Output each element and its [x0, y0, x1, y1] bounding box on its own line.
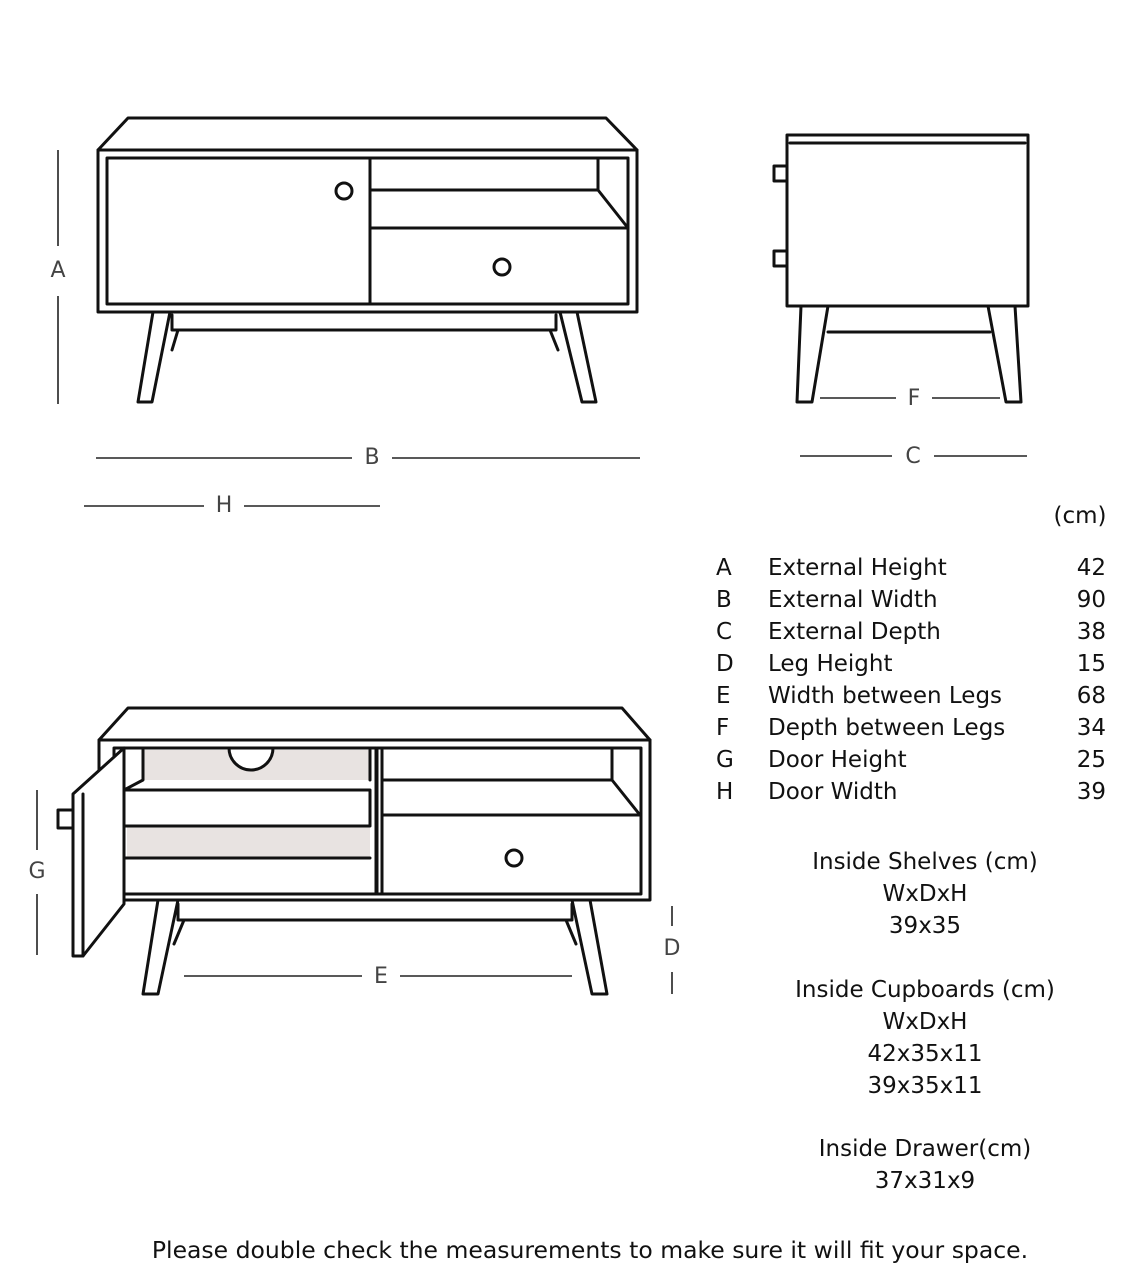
spec-value: 42: [1076, 555, 1106, 581]
spec-row: [716, 651, 1106, 683]
spec-letter: D: [716, 651, 734, 677]
spec-letter: F: [716, 715, 730, 741]
unit-label: (cm): [1053, 503, 1107, 529]
door-knob: [336, 183, 352, 199]
inside-shelves-line: WxDxH: [882, 881, 968, 907]
inside-shelves-title: Inside Shelves (cm): [812, 849, 1038, 875]
front-body: [98, 150, 637, 312]
spec-row: [716, 747, 1106, 779]
inside-cupboards-line: WxDxH: [882, 1009, 968, 1035]
open-door: [73, 748, 124, 956]
front-left-leg: [138, 312, 170, 402]
inside-cupboards-line: 39x35x11: [867, 1073, 983, 1099]
dim-label-e: E: [374, 964, 388, 989]
spec-letter: H: [716, 779, 734, 805]
inside-drawer-line: 37x31x9: [874, 1168, 976, 1194]
front-view-closed: [98, 118, 637, 402]
inside-cupboards-block: [740, 974, 1110, 1102]
footer-note: Please double check the measurements to make sure it will fit your space.: [151, 1236, 1029, 1264]
dim-label-a: A: [50, 258, 66, 283]
dim-label-f: F: [907, 386, 921, 411]
spec-row: [716, 587, 1106, 619]
dim-label-h: H: [215, 493, 233, 518]
spec-name: External Width: [768, 587, 938, 613]
spec-letter: B: [716, 587, 732, 613]
spec-letter: A: [716, 555, 732, 581]
drawer-knob: [494, 259, 510, 275]
spec-value: 25: [1076, 747, 1106, 773]
side-body: [787, 135, 1028, 306]
side-view: [774, 135, 1028, 402]
dim-label-b: B: [364, 445, 380, 470]
inside-cupboards-line: 42x35x11: [867, 1041, 983, 1067]
spec-row: [716, 555, 1106, 587]
spec-name: Width between Legs: [768, 683, 1003, 709]
inside-drawer-block: [740, 1133, 1110, 1197]
front-right-leg: [560, 312, 596, 402]
dim-label-g: G: [28, 859, 46, 884]
spec-row: [716, 619, 1106, 651]
spec-name: Depth between Legs: [768, 715, 1006, 741]
inside-shelves-line: 39x35: [888, 913, 962, 939]
inside-drawer-title: Inside Drawer(cm): [818, 1136, 1032, 1162]
front-view-open: [58, 708, 650, 994]
spec-row: [716, 683, 1106, 715]
inside-cupboards-title: Inside Cupboards (cm): [795, 977, 1055, 1003]
spec-value: 15: [1076, 651, 1106, 677]
spec-row: [716, 715, 1106, 747]
spec-letter: G: [716, 747, 734, 773]
front-top-panel: [98, 118, 637, 150]
spec-value: 68: [1076, 683, 1106, 709]
spec-name: Door Height: [768, 747, 907, 773]
dim-label-c: C: [905, 444, 921, 469]
spec-name: External Depth: [768, 619, 941, 645]
inside-shelves-block: [740, 846, 1110, 942]
spec-name: Door Width: [768, 779, 898, 805]
spec-letter: E: [716, 683, 731, 709]
spec-value: 39: [1076, 779, 1106, 805]
spec-name: Leg Height: [768, 651, 893, 677]
spec-value: 38: [1076, 619, 1106, 645]
dim-label-d: D: [663, 936, 681, 961]
spec-row: [716, 779, 1106, 811]
spec-value: 34: [1076, 715, 1106, 741]
spec-name: External Height: [768, 555, 947, 581]
spec-value: 90: [1076, 587, 1106, 613]
spec-letter: C: [716, 619, 733, 645]
